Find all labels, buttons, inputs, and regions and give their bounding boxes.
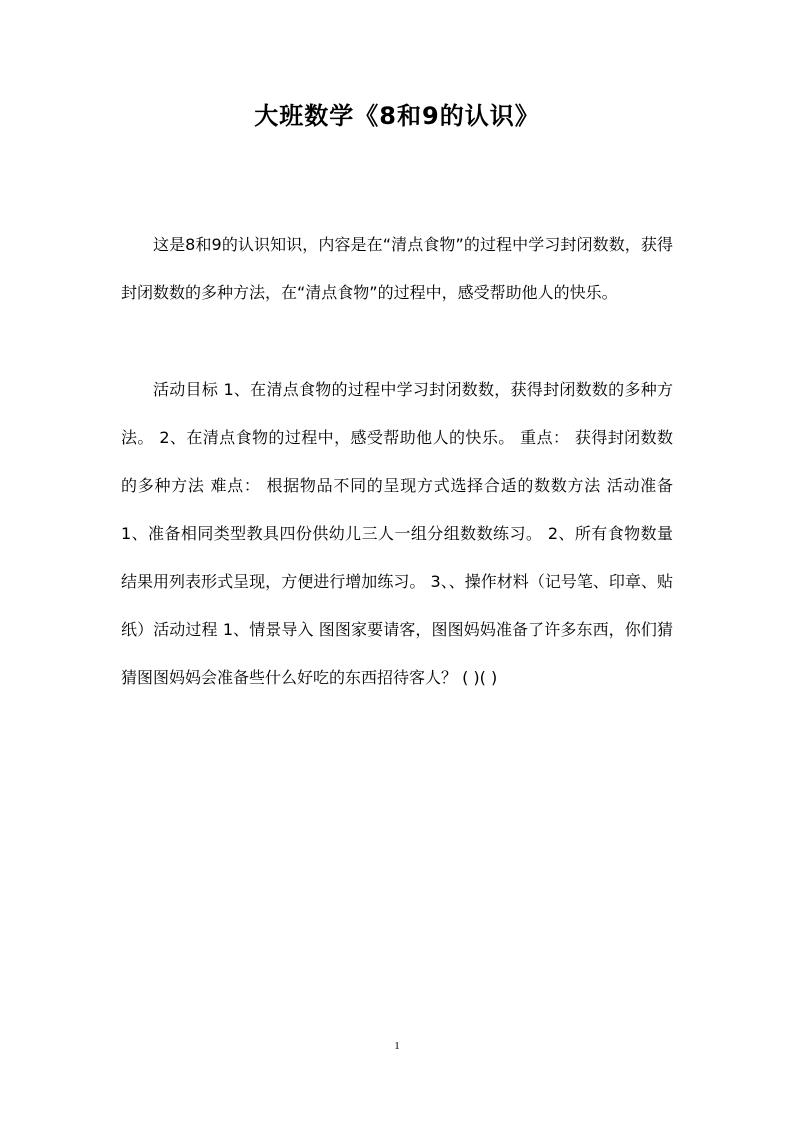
document-title: 大班数学《8和9的认识》 [254,102,540,130]
activity-paragraph: 活动目标 1、在清点食物的过程中学习封闭数数，获得封闭数数的多种方法。 2、在清点食物的过程中，感受帮助他人的快乐。 重点： 获得封闭数数的多种方法 难点： 根据物品不同的呈现方式选择合适的数数方法 活动准备 1、准备相同类型教具四份供幼儿三人一组分组数数练习。 2、所有食物数量结果用列表形式呈现，方便进行增加练习。 3、、操作材料（记号笔、印章、贴纸）活动过程 1、情景导入 图图家要请客，图图妈妈准备了许多东西，你们猜猜图图妈妈会准备些什么好吃的东西招待客人？ ( )( ) [121,380,673,687]
page-number: 1 [394,1040,400,1052]
intro-paragraph: 这是8和9的认识知识，内容是在“清点食物”的过程中学习封闭数数，获得封闭数数的多种方法，在“清点食物”的过程中，感受帮助他人的快乐。 [121,235,673,302]
